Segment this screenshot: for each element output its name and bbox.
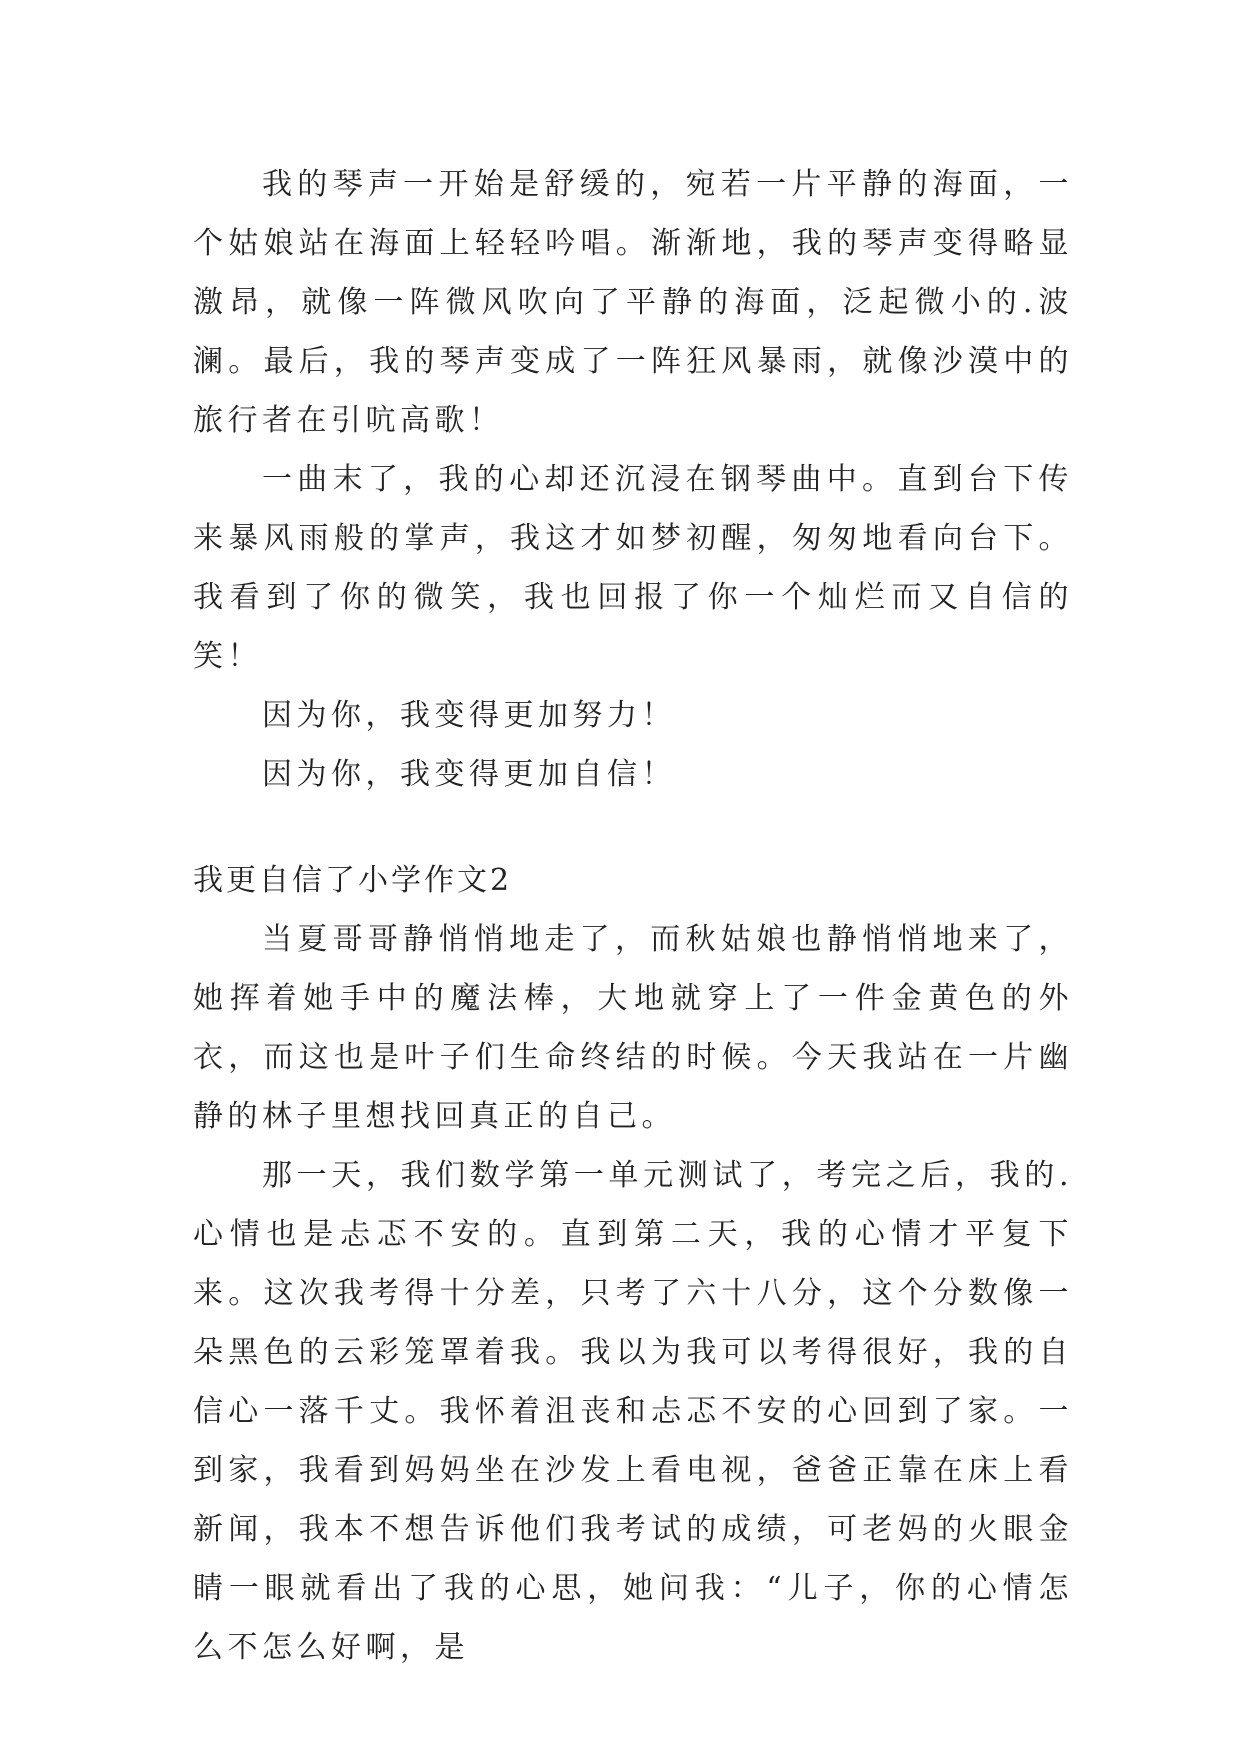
paragraph-applause: 一曲末了，我的心却还沉浸在钢琴曲中。直到台下传来暴风雨般的掌声，我这才如梦初醒，匆匆地看向台下。我看到了你的微笑，我也回报了你一个灿烂而又自信的笑！ [193,462,1073,674]
document-body [193,155,1073,1677]
paragraph-math-test: 那一天，我们数学第一单元测试了，考完之后，我的.心情也是忐忑不安的。直到第二天，我的心情才平复下来。这次我考得十分差，只考了六十八分，这个分数像一朵黑色的云彩笼罩着我。我以为我可以考得很好，我的自信心一落千丈。我怀着沮丧和忐忑不安的心回到了家。一到家，我看到妈妈坐在沙发上看电视，爸爸正靠在床上看新闻，我本不想告诉他们我考试的成绩，可老妈的火眼金睛一眼就看出了我的心思，她问我：“儿子，你的心情怎么不怎么好啊，是 [193,1158,1073,1665]
section-title: 我更自信了小学作文2 [193,863,513,898]
paragraph-autumn: 当夏哥哥静悄悄地走了，而秋姑娘也静悄悄地来了，她挥着她手中的魔法棒，大地就穿上了一件金黄色的外衣，而这也是叶子们生命终结的时候。今天我站在一片幽静的林子里想找回真正的自己。 [193,922,1073,1134]
paragraph-piano-sound: 我的琴声一开始是舒缓的，宛若一片平静的海面，一个姑娘站在海面上轻轻吟唱。渐渐地，我的琴声变得略显激昂，就像一阵微风吹向了平静的海面，泛起微小的.波澜。最后，我的琴声变成了一阵狂风暴雨，就像沙漠中的旅行者在引吭高歌！ [193,167,1073,438]
paragraph-because-you-effort: 因为你，我变得更加努力！ [262,698,676,733]
paragraph-because-you-confident: 因为你，我变得更加自信！ [262,757,676,792]
